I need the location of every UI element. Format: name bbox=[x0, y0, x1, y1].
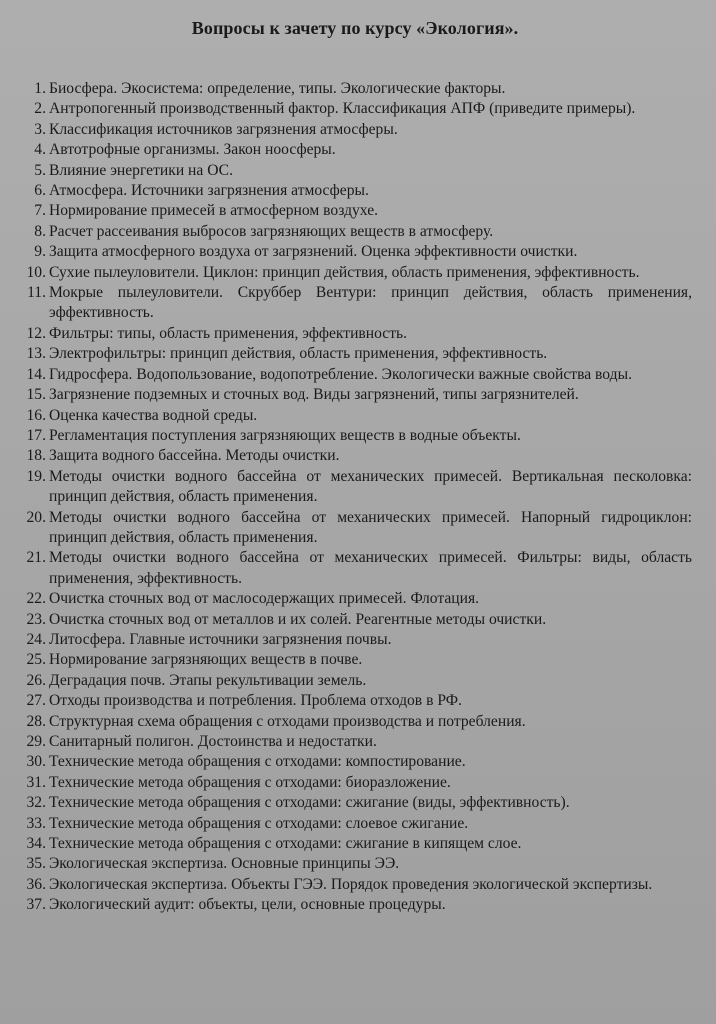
question-number: 20. bbox=[26, 508, 46, 526]
question-number: 31. bbox=[26, 773, 46, 791]
question-item bbox=[18, 406, 692, 426]
question-number: 3. bbox=[34, 120, 46, 138]
question-text: Атмосфера. Источники загрязнения атмосферы. bbox=[49, 182, 369, 200]
question-item bbox=[18, 426, 692, 446]
question-number: 18. bbox=[26, 447, 46, 465]
question-number: 21. bbox=[26, 549, 46, 567]
question-item bbox=[18, 732, 692, 752]
question-number: 2. bbox=[34, 100, 46, 118]
question-item bbox=[18, 201, 692, 221]
question-text: Санитарный полигон. Достоинства и недостатки. bbox=[49, 733, 377, 750]
question-text: Автотрофные организмы. Закон ноосферы. bbox=[49, 141, 336, 159]
question-number: 33. bbox=[26, 814, 46, 832]
question-item bbox=[18, 222, 692, 242]
question-text: Экологическая экспертиза. Объекты ГЭЭ. Порядок проведения экологической экспертизы. bbox=[49, 875, 653, 893]
question-item bbox=[18, 589, 692, 609]
question-number: 5. bbox=[34, 161, 46, 179]
question-item bbox=[18, 875, 692, 895]
question-item bbox=[18, 344, 692, 364]
question-text: Антропогенный производственный фактор. Классификация АПФ (приведите примеры). bbox=[49, 100, 636, 118]
question-number: 27. bbox=[26, 692, 46, 710]
question-text: Электрофильтры: принцип действия, область применения, эффективность. bbox=[49, 345, 548, 363]
question-item bbox=[18, 324, 692, 344]
question-number: 6. bbox=[34, 182, 46, 200]
question-number: 8. bbox=[34, 222, 46, 240]
question-item bbox=[18, 385, 692, 405]
question-item bbox=[18, 895, 692, 915]
question-number: 11. bbox=[27, 284, 46, 302]
question-number: 30. bbox=[26, 753, 46, 771]
question-item bbox=[18, 181, 692, 201]
question-item bbox=[18, 140, 692, 160]
question-number: 23. bbox=[26, 610, 46, 628]
question-item bbox=[18, 610, 692, 630]
question-item bbox=[18, 79, 692, 99]
question-text: Нормирование загрязняющих веществ в почве. bbox=[49, 651, 363, 669]
question-number: 16. bbox=[26, 406, 46, 424]
question-item bbox=[18, 793, 692, 813]
question-text: Сухие пылеуловители. Циклон: принцип действия, область применения, эффективность. bbox=[49, 263, 640, 281]
question-text: Технические метода обращения с отходами: слоевое сжигание. bbox=[49, 814, 469, 832]
question-text: Очистка сточных вод от металлов и их солей. Реагентные методы очистки. bbox=[49, 610, 547, 628]
question-text: Оценка качества водной среды. bbox=[49, 406, 258, 424]
question-item bbox=[18, 99, 692, 119]
question-text: Защита водного бассейна. Методы очистки. bbox=[49, 447, 340, 465]
question-text: Методы очистки водного бассейна от механических примесей. Фильтры: виды, область применения, эффективность. bbox=[49, 549, 692, 587]
question-number: 14. bbox=[26, 365, 46, 383]
question-item bbox=[18, 650, 692, 670]
question-text: Гидросфера. Водопользование, водопотребление. Экологически важные свойства воды. bbox=[49, 365, 632, 383]
question-item bbox=[18, 752, 692, 772]
question-text: Классификация источников загрязнения атмосферы. bbox=[49, 120, 398, 138]
question-item bbox=[18, 691, 692, 711]
question-number: 17. bbox=[26, 426, 46, 444]
question-text: Технические метода обращения с отходами: сжигание (виды, эффективность). bbox=[49, 794, 570, 812]
question-item bbox=[18, 854, 692, 874]
question-text: Очистка сточных вод от маслосодержащих примесей. Флотация. bbox=[49, 590, 480, 608]
question-number: 22. bbox=[26, 590, 46, 608]
question-text: Влияние энергетики на ОС. bbox=[49, 161, 233, 179]
question-number: 35. bbox=[26, 855, 46, 873]
question-number: 15. bbox=[26, 386, 46, 404]
question-text: Экологическая экспертиза. Основные принципы ЭЭ. bbox=[49, 855, 400, 873]
question-text: Деградация почв. Этапы рекультивации земель. bbox=[49, 671, 367, 689]
question-list bbox=[18, 79, 692, 916]
question-text: Нормирование примесей в атмосферном воздухе. bbox=[49, 202, 379, 220]
question-text: Методы очистки водного бассейна от механических примесей. Вертикальная песколовка: принцип действия, область применения. bbox=[49, 467, 692, 506]
question-number: 28. bbox=[26, 712, 46, 730]
question-number: 34. bbox=[26, 835, 46, 853]
question-item bbox=[18, 242, 692, 262]
question-number: 9. bbox=[34, 243, 46, 261]
question-item bbox=[18, 446, 692, 466]
question-item bbox=[18, 773, 692, 793]
question-text: Загрязнение подземных и сточных вод. Виды загрязнений, типы загрязнителей. bbox=[49, 386, 579, 404]
question-number: 24. bbox=[26, 630, 46, 648]
question-number: 4. bbox=[34, 141, 46, 159]
question-number: 19. bbox=[26, 467, 46, 485]
question-item bbox=[18, 508, 692, 549]
question-item bbox=[18, 630, 692, 650]
question-text: Технические метода обращения с отходами: компостирование. bbox=[49, 753, 466, 771]
question-number: 37. bbox=[26, 896, 46, 914]
question-text: Методы очистки водного бассейна от механических примесей. Напорный гидроциклон: принцип действия, область применения. bbox=[49, 508, 692, 546]
question-number: 13. bbox=[26, 345, 46, 363]
question-item bbox=[18, 548, 692, 589]
question-number: 36. bbox=[26, 875, 46, 893]
question-text: Биосфера. Экосистема: определение, типы. Экологические факторы. bbox=[49, 80, 506, 97]
question-text: Структурная схема обращения с отходами производства и потребления. bbox=[49, 712, 526, 730]
question-number: 12. bbox=[26, 324, 46, 342]
question-number: 32. bbox=[26, 794, 46, 812]
question-text: Технические метода обращения с отходами: биоразложение. bbox=[49, 773, 451, 791]
question-number: 26. bbox=[26, 671, 46, 689]
question-text: Экологический аудит: объекты, цели, основные процедуры. bbox=[49, 896, 446, 914]
question-text: Технические метода обращения с отходами: сжигание в кипящем слое. bbox=[49, 835, 522, 853]
question-item bbox=[18, 712, 692, 732]
question-number: 7. bbox=[34, 202, 46, 220]
question-text: Литосфера. Главные источники загрязнения почвы. bbox=[49, 630, 392, 648]
question-text: Регламентация поступления загрязняющих веществ в водные объекты. bbox=[49, 426, 521, 444]
question-text: Мокрые пылеуловители. Скруббер Вентури: принцип действия, область применения, эффективность. bbox=[49, 284, 692, 322]
question-text: Отходы производства и потребления. Проблема отходов в РФ. bbox=[49, 692, 462, 710]
question-item bbox=[18, 365, 692, 385]
question-number: 29. bbox=[26, 733, 46, 750]
question-item bbox=[18, 120, 692, 140]
question-item bbox=[18, 467, 692, 508]
question-item bbox=[18, 283, 692, 324]
question-text: Расчет рассеивания выбросов загрязняющих веществ в атмосферу. bbox=[49, 222, 494, 240]
question-number: 1. bbox=[34, 80, 46, 97]
question-item bbox=[18, 814, 692, 834]
question-text: Защита атмосферного воздуха от загрязнений. Оценка эффективности очистки. bbox=[49, 243, 578, 261]
question-item bbox=[18, 834, 692, 854]
question-item bbox=[18, 671, 692, 691]
question-number: 10. bbox=[26, 263, 46, 281]
question-item bbox=[18, 263, 692, 283]
document-title: Вопросы к зачету по курсу «Экология». bbox=[191, 18, 519, 38]
question-number: 25. bbox=[26, 651, 46, 669]
question-text: Фильтры: типы, область применения, эффективность. bbox=[49, 324, 408, 342]
question-item bbox=[18, 161, 692, 181]
